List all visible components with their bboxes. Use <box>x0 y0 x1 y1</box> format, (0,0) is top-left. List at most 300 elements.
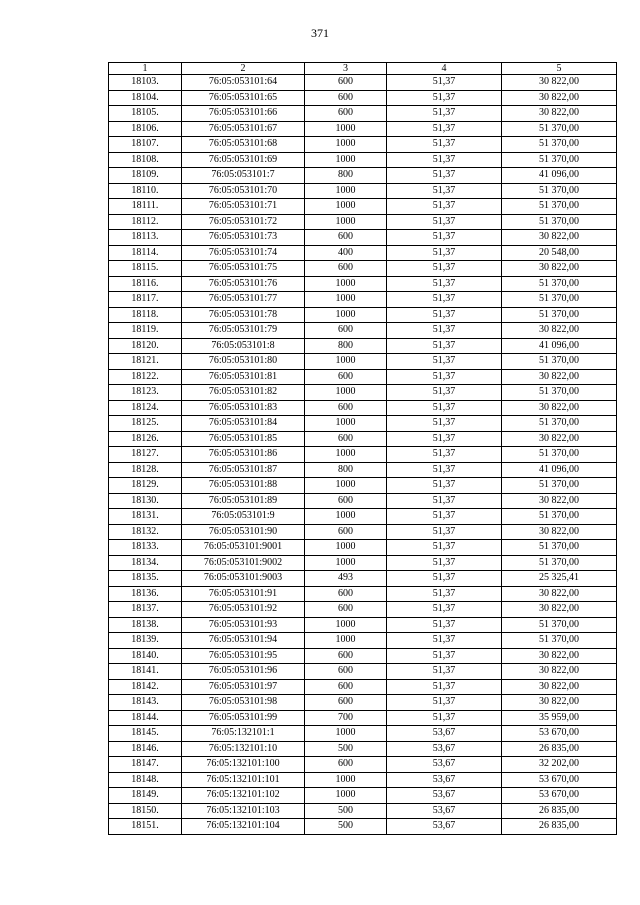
table-cell: 500 <box>305 741 387 757</box>
table-cell: 18126. <box>109 431 182 447</box>
table-row <box>109 338 617 354</box>
table-cell: 30 822,00 <box>502 106 617 122</box>
table-cell: 76:05:053101:74 <box>182 245 305 261</box>
table-cell: 18109. <box>109 168 182 184</box>
table-cell: 51 370,00 <box>502 478 617 494</box>
table-cell: 600 <box>305 493 387 509</box>
table-cell: 51 370,00 <box>502 540 617 556</box>
table-cell: 51 370,00 <box>502 292 617 308</box>
table-row <box>109 664 617 680</box>
table-cell: 76:05:053101:95 <box>182 648 305 664</box>
table-cell: 1000 <box>305 633 387 649</box>
table-cell: 18110. <box>109 183 182 199</box>
table-row <box>109 617 617 633</box>
table-cell: 18116. <box>109 276 182 292</box>
table-cell: 53,67 <box>387 757 502 773</box>
table-cell: 51,37 <box>387 276 502 292</box>
table-row <box>109 524 617 540</box>
table-cell: 18114. <box>109 245 182 261</box>
table-cell: 76:05:053101:9003 <box>182 571 305 587</box>
table-cell: 30 822,00 <box>502 648 617 664</box>
table-row <box>109 90 617 106</box>
table-row <box>109 540 617 556</box>
table-cell: 18112. <box>109 214 182 230</box>
table-cell: 51,37 <box>387 245 502 261</box>
table-cell: 18143. <box>109 695 182 711</box>
table-cell: 1000 <box>305 276 387 292</box>
table-cell: 600 <box>305 757 387 773</box>
table-cell: 51,37 <box>387 307 502 323</box>
table-cell: 600 <box>305 90 387 106</box>
table-cell: 76:05:053101:71 <box>182 199 305 215</box>
table-cell: 51,37 <box>387 664 502 680</box>
table-cell: 500 <box>305 803 387 819</box>
table-cell: 51,37 <box>387 323 502 339</box>
table-cell: 76:05:053101:79 <box>182 323 305 339</box>
table-cell: 76:05:053101:80 <box>182 354 305 370</box>
table-cell: 51,37 <box>387 586 502 602</box>
table-cell: 18111. <box>109 199 182 215</box>
table-cell: 18147. <box>109 757 182 773</box>
table-cell: 51,37 <box>387 152 502 168</box>
table-cell: 600 <box>305 586 387 602</box>
table-cell: 493 <box>305 571 387 587</box>
table-row <box>109 679 617 695</box>
table-row <box>109 245 617 261</box>
table-row <box>109 214 617 230</box>
column-header: 5 <box>502 63 617 75</box>
table-cell: 18122. <box>109 369 182 385</box>
table-cell: 76:05:053101:83 <box>182 400 305 416</box>
table-cell: 76:05:053101:91 <box>182 586 305 602</box>
table-cell: 76:05:053101:77 <box>182 292 305 308</box>
table-cell: 51,37 <box>387 695 502 711</box>
table-cell: 51,37 <box>387 261 502 277</box>
table-cell: 76:05:053101:85 <box>182 431 305 447</box>
table-cell: 51,37 <box>387 416 502 432</box>
table-cell: 76:05:053101:99 <box>182 710 305 726</box>
table-row <box>109 447 617 463</box>
table-cell: 600 <box>305 261 387 277</box>
column-header: 1 <box>109 63 182 75</box>
table-cell: 18121. <box>109 354 182 370</box>
table-row <box>109 137 617 153</box>
table-cell: 53,67 <box>387 819 502 835</box>
table-cell: 600 <box>305 695 387 711</box>
table-cell: 76:05:053101:93 <box>182 617 305 633</box>
table-row <box>109 121 617 137</box>
table-row <box>109 400 617 416</box>
table-cell: 30 822,00 <box>502 261 617 277</box>
table-cell: 51,37 <box>387 214 502 230</box>
table-cell: 51,37 <box>387 602 502 618</box>
table-cell: 30 822,00 <box>502 431 617 447</box>
table-cell: 30 822,00 <box>502 369 617 385</box>
table-cell: 51 370,00 <box>502 276 617 292</box>
table-cell: 18132. <box>109 524 182 540</box>
table-cell: 18144. <box>109 710 182 726</box>
table-cell: 1000 <box>305 772 387 788</box>
table-cell: 18130. <box>109 493 182 509</box>
table-cell: 76:05:053101:73 <box>182 230 305 246</box>
table-cell: 76:05:053101:82 <box>182 385 305 401</box>
table-cell: 51,37 <box>387 199 502 215</box>
table-cell: 18148. <box>109 772 182 788</box>
table-cell: 51,37 <box>387 462 502 478</box>
table-cell: 76:05:053101:67 <box>182 121 305 137</box>
table-cell: 41 096,00 <box>502 462 617 478</box>
table-cell: 51 370,00 <box>502 555 617 571</box>
table-cell: 51 370,00 <box>502 385 617 401</box>
table-row <box>109 276 617 292</box>
table-cell: 76:05:053101:98 <box>182 695 305 711</box>
table-cell: 53,67 <box>387 772 502 788</box>
table-cell: 76:05:053101:9001 <box>182 540 305 556</box>
table-cell: 53 670,00 <box>502 772 617 788</box>
table-cell: 18104. <box>109 90 182 106</box>
table-cell: 51,37 <box>387 493 502 509</box>
table-cell: 18149. <box>109 788 182 804</box>
table-cell: 35 959,00 <box>502 710 617 726</box>
table-cell: 76:05:053101:86 <box>182 447 305 463</box>
table-cell: 600 <box>305 230 387 246</box>
table-cell: 51 370,00 <box>502 214 617 230</box>
table-row <box>109 323 617 339</box>
table-row <box>109 695 617 711</box>
table-row <box>109 772 617 788</box>
table-cell: 76:05:053101:66 <box>182 106 305 122</box>
table-cell: 53,67 <box>387 741 502 757</box>
table-cell: 76:05:053101:84 <box>182 416 305 432</box>
table-cell: 51,37 <box>387 431 502 447</box>
table-cell: 76:05:053101:78 <box>182 307 305 323</box>
table-cell: 51,37 <box>387 338 502 354</box>
table-cell: 600 <box>305 400 387 416</box>
table-row <box>109 586 617 602</box>
table-cell: 51,37 <box>387 710 502 726</box>
table-cell: 18151. <box>109 819 182 835</box>
table-cell: 18117. <box>109 292 182 308</box>
table-cell: 51,37 <box>387 571 502 587</box>
column-header: 2 <box>182 63 305 75</box>
table-row <box>109 648 617 664</box>
table-cell: 32 202,00 <box>502 757 617 773</box>
table-cell: 51,37 <box>387 648 502 664</box>
table-cell: 500 <box>305 819 387 835</box>
table-row <box>109 633 617 649</box>
table-row <box>109 261 617 277</box>
table-cell: 76:05:053101:94 <box>182 633 305 649</box>
table-row <box>109 230 617 246</box>
table-cell: 51,37 <box>387 106 502 122</box>
table-row <box>109 555 617 571</box>
table-cell: 1000 <box>305 509 387 525</box>
table-cell: 51,37 <box>387 75 502 91</box>
table-row <box>109 75 617 91</box>
table-cell: 76:05:132101:104 <box>182 819 305 835</box>
table-cell: 51,37 <box>387 617 502 633</box>
table-cell: 18131. <box>109 509 182 525</box>
table-row <box>109 431 617 447</box>
table-cell: 76:05:053101:90 <box>182 524 305 540</box>
table-cell: 51,37 <box>387 478 502 494</box>
table-cell: 30 822,00 <box>502 323 617 339</box>
table-cell: 30 822,00 <box>502 695 617 711</box>
table-cell: 51 370,00 <box>502 307 617 323</box>
table-cell: 51,37 <box>387 555 502 571</box>
table-cell: 800 <box>305 338 387 354</box>
table-cell: 51,37 <box>387 509 502 525</box>
table-cell: 51 370,00 <box>502 509 617 525</box>
table-cell: 76:05:053101:97 <box>182 679 305 695</box>
table-cell: 1000 <box>305 354 387 370</box>
table-cell: 18103. <box>109 75 182 91</box>
table-cell: 700 <box>305 710 387 726</box>
table-cell: 18127. <box>109 447 182 463</box>
table-cell: 18118. <box>109 307 182 323</box>
table-cell: 51 370,00 <box>502 617 617 633</box>
table-cell: 30 822,00 <box>502 602 617 618</box>
table-cell: 18146. <box>109 741 182 757</box>
table-cell: 76:05:132101:1 <box>182 726 305 742</box>
table-cell: 51 370,00 <box>502 137 617 153</box>
table-cell: 600 <box>305 524 387 540</box>
table-cell: 26 835,00 <box>502 803 617 819</box>
table-cell: 600 <box>305 679 387 695</box>
table-cell: 76:05:053101:81 <box>182 369 305 385</box>
table-cell: 30 822,00 <box>502 586 617 602</box>
table-cell: 76:05:053101:65 <box>182 90 305 106</box>
table-cell: 600 <box>305 431 387 447</box>
table-row <box>109 571 617 587</box>
table-row <box>109 183 617 199</box>
table-cell: 26 835,00 <box>502 741 617 757</box>
table-cell: 51 370,00 <box>502 447 617 463</box>
table-cell: 51 370,00 <box>502 633 617 649</box>
table-cell: 76:05:053101:64 <box>182 75 305 91</box>
table-cell: 76:05:053101:87 <box>182 462 305 478</box>
table-cell: 51 370,00 <box>502 199 617 215</box>
table-row <box>109 478 617 494</box>
table-cell: 53 670,00 <box>502 726 617 742</box>
table-cell: 1000 <box>305 137 387 153</box>
table-cell: 800 <box>305 168 387 184</box>
header-row <box>109 63 617 75</box>
table-cell: 600 <box>305 648 387 664</box>
table-cell: 1000 <box>305 385 387 401</box>
table-cell: 600 <box>305 664 387 680</box>
table-cell: 76:05:053101:9 <box>182 509 305 525</box>
table-cell: 76:05:132101:102 <box>182 788 305 804</box>
table-cell: 51 370,00 <box>502 152 617 168</box>
table-cell: 76:05:132101:103 <box>182 803 305 819</box>
table-row <box>109 819 617 835</box>
table-cell: 76:05:053101:75 <box>182 261 305 277</box>
table-cell: 51,37 <box>387 679 502 695</box>
table-cell: 1000 <box>305 183 387 199</box>
table-cell: 53,67 <box>387 788 502 804</box>
table-cell: 30 822,00 <box>502 90 617 106</box>
table-cell: 600 <box>305 602 387 618</box>
table-cell: 1000 <box>305 726 387 742</box>
table-cell: 76:05:053101:69 <box>182 152 305 168</box>
table-cell: 1000 <box>305 121 387 137</box>
table-cell: 18140. <box>109 648 182 664</box>
table-cell: 1000 <box>305 617 387 633</box>
table-cell: 30 822,00 <box>502 493 617 509</box>
table-cell: 76:05:053101:7 <box>182 168 305 184</box>
table-cell: 1000 <box>305 292 387 308</box>
table-cell: 53,67 <box>387 726 502 742</box>
table-cell: 30 822,00 <box>502 75 617 91</box>
table-cell: 51,37 <box>387 447 502 463</box>
table-cell: 18133. <box>109 540 182 556</box>
table-cell: 18105. <box>109 106 182 122</box>
table-cell: 18136. <box>109 586 182 602</box>
table-cell: 18107. <box>109 137 182 153</box>
table-cell: 26 835,00 <box>502 819 617 835</box>
table-row <box>109 168 617 184</box>
table-row <box>109 106 617 122</box>
table-cell: 51,37 <box>387 524 502 540</box>
table-cell: 76:05:053101:70 <box>182 183 305 199</box>
table-cell: 51,37 <box>387 292 502 308</box>
table-row <box>109 710 617 726</box>
table-cell: 18119. <box>109 323 182 339</box>
table-cell: 51,37 <box>387 168 502 184</box>
table-cell: 53 670,00 <box>502 788 617 804</box>
page-number: 371 <box>311 26 329 40</box>
column-header: 3 <box>305 63 387 75</box>
table-cell: 25 325,41 <box>502 571 617 587</box>
table-row <box>109 292 617 308</box>
table-cell: 76:05:053101:8 <box>182 338 305 354</box>
table-cell: 76:05:053101:72 <box>182 214 305 230</box>
table-cell: 1000 <box>305 447 387 463</box>
table-row <box>109 602 617 618</box>
table-cell: 51 370,00 <box>502 354 617 370</box>
table-row <box>109 152 617 168</box>
table-row <box>109 757 617 773</box>
table-cell: 51,37 <box>387 385 502 401</box>
table-cell: 30 822,00 <box>502 230 617 246</box>
table-row <box>109 788 617 804</box>
table-cell: 600 <box>305 75 387 91</box>
table-body <box>109 75 617 835</box>
cadastral-table <box>108 62 617 835</box>
table-cell: 18135. <box>109 571 182 587</box>
table-cell: 18141. <box>109 664 182 680</box>
table-cell: 800 <box>305 462 387 478</box>
table-cell: 76:05:053101:88 <box>182 478 305 494</box>
table-cell: 18150. <box>109 803 182 819</box>
table-cell: 76:05:053101:96 <box>182 664 305 680</box>
table-row <box>109 307 617 323</box>
table-cell: 76:05:053101:89 <box>182 493 305 509</box>
table-cell: 18137. <box>109 602 182 618</box>
table-cell: 76:05:132101:10 <box>182 741 305 757</box>
table-row <box>109 369 617 385</box>
column-header: 4 <box>387 63 502 75</box>
table-cell: 51,37 <box>387 90 502 106</box>
table-cell: 1000 <box>305 788 387 804</box>
table-cell: 18115. <box>109 261 182 277</box>
table-cell: 51 370,00 <box>502 121 617 137</box>
table-cell: 51,37 <box>387 400 502 416</box>
table-cell: 1000 <box>305 214 387 230</box>
table-cell: 18138. <box>109 617 182 633</box>
table-cell: 76:05:132101:100 <box>182 757 305 773</box>
table-row <box>109 385 617 401</box>
table-cell: 1000 <box>305 152 387 168</box>
table-cell: 18113. <box>109 230 182 246</box>
table-row <box>109 462 617 478</box>
table-cell: 1000 <box>305 199 387 215</box>
table-cell: 1000 <box>305 307 387 323</box>
table-cell: 76:05:053101:92 <box>182 602 305 618</box>
table-cell: 76:05:053101:9002 <box>182 555 305 571</box>
table-cell: 76:05:132101:101 <box>182 772 305 788</box>
table-cell: 30 822,00 <box>502 679 617 695</box>
table-cell: 76:05:053101:68 <box>182 137 305 153</box>
table-cell: 51,37 <box>387 121 502 137</box>
table-cell: 18145. <box>109 726 182 742</box>
table-cell: 51,37 <box>387 230 502 246</box>
table-cell: 600 <box>305 323 387 339</box>
table-cell: 1000 <box>305 555 387 571</box>
table-cell: 51 370,00 <box>502 183 617 199</box>
table-cell: 1000 <box>305 478 387 494</box>
table-cell: 30 822,00 <box>502 664 617 680</box>
table-cell: 76:05:053101:76 <box>182 276 305 292</box>
table-cell: 600 <box>305 369 387 385</box>
table-cell: 51,37 <box>387 354 502 370</box>
table-cell: 1000 <box>305 416 387 432</box>
table-cell: 18123. <box>109 385 182 401</box>
table-cell: 600 <box>305 106 387 122</box>
table-cell: 41 096,00 <box>502 338 617 354</box>
table-cell: 18106. <box>109 121 182 137</box>
table-cell: 51,37 <box>387 183 502 199</box>
table-row <box>109 741 617 757</box>
table-row <box>109 726 617 742</box>
table-cell: 18128. <box>109 462 182 478</box>
table-cell: 18125. <box>109 416 182 432</box>
table-cell: 51,37 <box>387 369 502 385</box>
table-row <box>109 416 617 432</box>
table-cell: 18108. <box>109 152 182 168</box>
table-row <box>109 509 617 525</box>
table-cell: 18142. <box>109 679 182 695</box>
table-cell: 20 548,00 <box>502 245 617 261</box>
table-cell: 30 822,00 <box>502 524 617 540</box>
table-cell: 51,37 <box>387 633 502 649</box>
table-cell: 18124. <box>109 400 182 416</box>
table-cell: 53,67 <box>387 803 502 819</box>
table-cell: 30 822,00 <box>502 400 617 416</box>
table-cell: 18120. <box>109 338 182 354</box>
table-cell: 51,37 <box>387 137 502 153</box>
table-cell: 51,37 <box>387 540 502 556</box>
table-cell: 41 096,00 <box>502 168 617 184</box>
table-cell: 18129. <box>109 478 182 494</box>
table-row <box>109 493 617 509</box>
table-cell: 400 <box>305 245 387 261</box>
table-cell: 1000 <box>305 540 387 556</box>
table-cell: 18139. <box>109 633 182 649</box>
table-row <box>109 354 617 370</box>
table-row <box>109 803 617 819</box>
